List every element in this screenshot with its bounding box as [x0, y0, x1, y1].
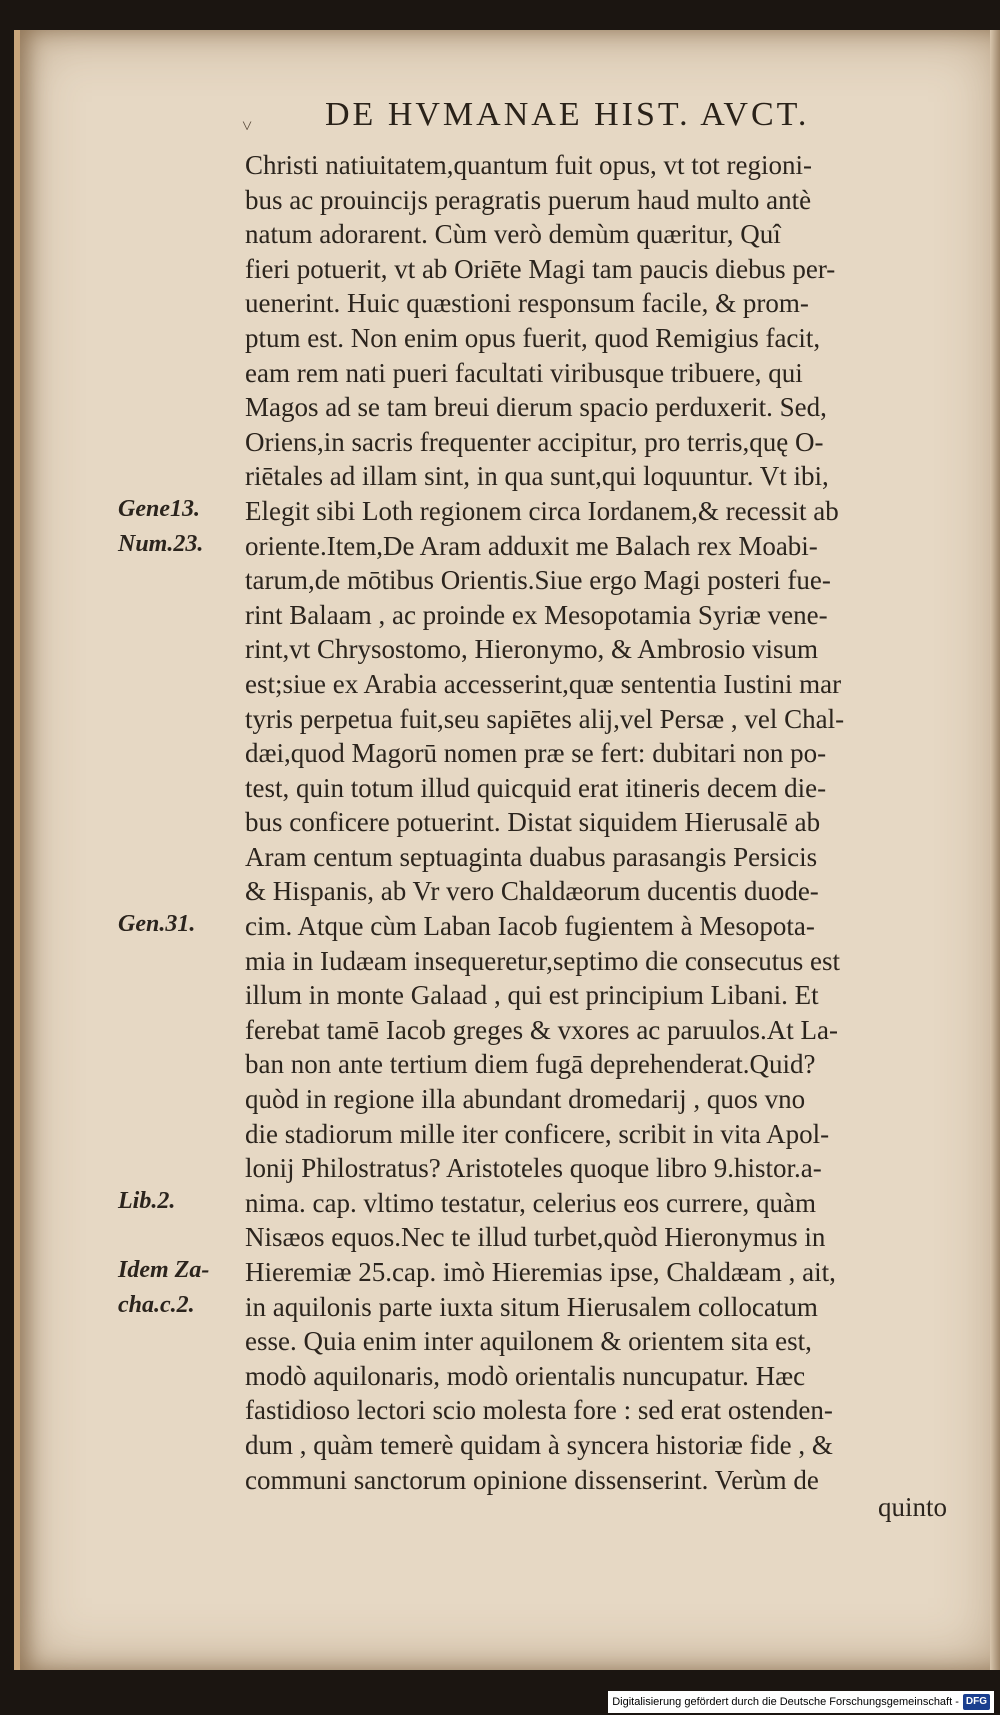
- text-line: Magos ad se tam breui dierum spacio perduxerit. Sed,: [245, 392, 827, 423]
- text-line: Elegit sibi Loth regionem circa Iordanem,& recessit ab: [245, 495, 839, 526]
- text-line: tyris perpetua fuit,seu sapiētes alij,vel Persæ , vel Chal-: [245, 703, 845, 734]
- margin-note: Num.23.: [118, 530, 204, 557]
- text-line: est;siue ex Arabia accesserint,quæ sententia Iustini mar: [245, 668, 842, 699]
- footer-text: Digitalisierung gefördert durch die Deutsche Forschungsgemeinschaft -: [612, 1696, 959, 1708]
- text-line: Christi natiuitatem,quantum fuit opus, vt tot regioni-: [245, 150, 812, 180]
- text-line: cim. Atque cùm Laban Iacob fugientem à Mesopota-: [245, 911, 815, 942]
- text-line: rint Balaam , ac proinde ex Mesopotamia Syriæ vene-: [245, 599, 828, 630]
- dfg-logo-icon: DFG: [963, 1694, 990, 1710]
- margin-note: cha.c.2.: [118, 1291, 195, 1318]
- text-line: Oriens,in sacris frequenter accipitur, pro terris,quę O-: [245, 426, 824, 457]
- text-line: fieri potuerit, vt ab Oriēte Magi tam paucis diebus per-: [245, 253, 836, 284]
- text-line: illum in monte Galaad , qui est principium Libani. Et: [245, 980, 819, 1011]
- text-line: eam rem nati pueri facultati viribusque tribuere, qui: [245, 357, 803, 388]
- text-line: in aquilonis parte iuxta situm Hierusalem collocatum: [245, 1291, 818, 1322]
- page-mark: ˅: [242, 116, 253, 136]
- text-line: dæi,quod Magorū nomen præ se fert: dubitari non po-: [245, 738, 827, 769]
- text-line: & Hispanis, ab Vr vero Chaldæorum ducentis duode-: [245, 876, 819, 907]
- digitization-footer: [608, 1691, 994, 1713]
- text-line: modò aquilonaris, modò orientalis nuncupatur. Hæc: [245, 1360, 806, 1391]
- margin-note: Idem Za-: [118, 1257, 210, 1284]
- text-line: ban non ante tertium diem fugā deprehenderat.Quid?: [245, 1049, 816, 1080]
- margin-note: Lib.2.: [118, 1188, 176, 1214]
- text-line: fastidioso lectori scio molesta fore : sed erat ostenden-: [245, 1395, 833, 1426]
- text-line: test, quin totum illud quicquid erat itineris decem die-: [245, 772, 827, 803]
- text-line: tarum,de mōtibus Orientis.Siue ergo Magi posteri fue-: [245, 565, 831, 596]
- text-line: Aram centum septuaginta duabus parasangis Persicis: [245, 841, 818, 872]
- catchword: quinto: [878, 1492, 948, 1522]
- text-line: dum , quàm temerè quidam à syncera historiæ fide , &: [245, 1429, 833, 1460]
- text-line: bus conficere potuerint. Distat siquidem Hierusalē ab: [245, 807, 821, 838]
- text-line: mia in Iudæam insequeretur,septimo die consecutus est: [245, 945, 841, 976]
- text-line: nima. cap. vltimo testatur, celerius eos currere, quàm: [245, 1187, 816, 1218]
- margin-note: Gen.31.: [118, 911, 196, 938]
- text-line: die stadiorum mille iter conficere, scribit in vita Apol-: [245, 1118, 830, 1149]
- page-edge: [990, 30, 1000, 1670]
- text-line: bus ac prouincijs peragratis puerum haud multo antè: [245, 184, 812, 215]
- body-text: [245, 148, 985, 1497]
- text-line: ptum est. Non enim opus fuerit, quod Remigius facit,: [245, 322, 821, 353]
- text-line: rint,vt Chrysostomo, Hieronymo, & Ambrosio visum: [245, 634, 819, 665]
- text-line: Hieremiæ 25.cap. imò Hieremias ipse, Chaldæam , ait,: [245, 1257, 836, 1287]
- running-head: DE HVMANAE HIST. AVCT.: [325, 96, 810, 133]
- text-line: natum adorarent. Cùm verò demùm quæritur, Quî: [245, 219, 781, 250]
- text-line: uenerint. Huic quæstioni responsum facile, & prom-: [245, 288, 809, 319]
- text-line: quòd in regione illa abundant dromedarij , quos vno: [245, 1084, 806, 1115]
- text-line: riētales ad illam sint, in qua sunt,qui loquuntur. Vt ibi,: [245, 461, 829, 492]
- text-line: communi sanctorum opinione dissenserint. Verùm de: [245, 1464, 819, 1495]
- margin-note: Gene13.: [118, 496, 200, 522]
- text-line: lonij Philostratus? Aristoteles quoque libro 9.histor.a-: [245, 1153, 822, 1184]
- text-line: esse. Quia enim inter aquilonem & orientem sita est,: [245, 1326, 812, 1357]
- text-line: ferebat tamē Iacob greges & vxores ac paruulos.At La-: [245, 1014, 838, 1045]
- text-line: Nisæos equos.Nec te illud turbet,quòd Hieronymus in: [245, 1222, 826, 1253]
- text-line: oriente.Item,De Aram adduxit me Balach rex Moabi-: [245, 530, 818, 561]
